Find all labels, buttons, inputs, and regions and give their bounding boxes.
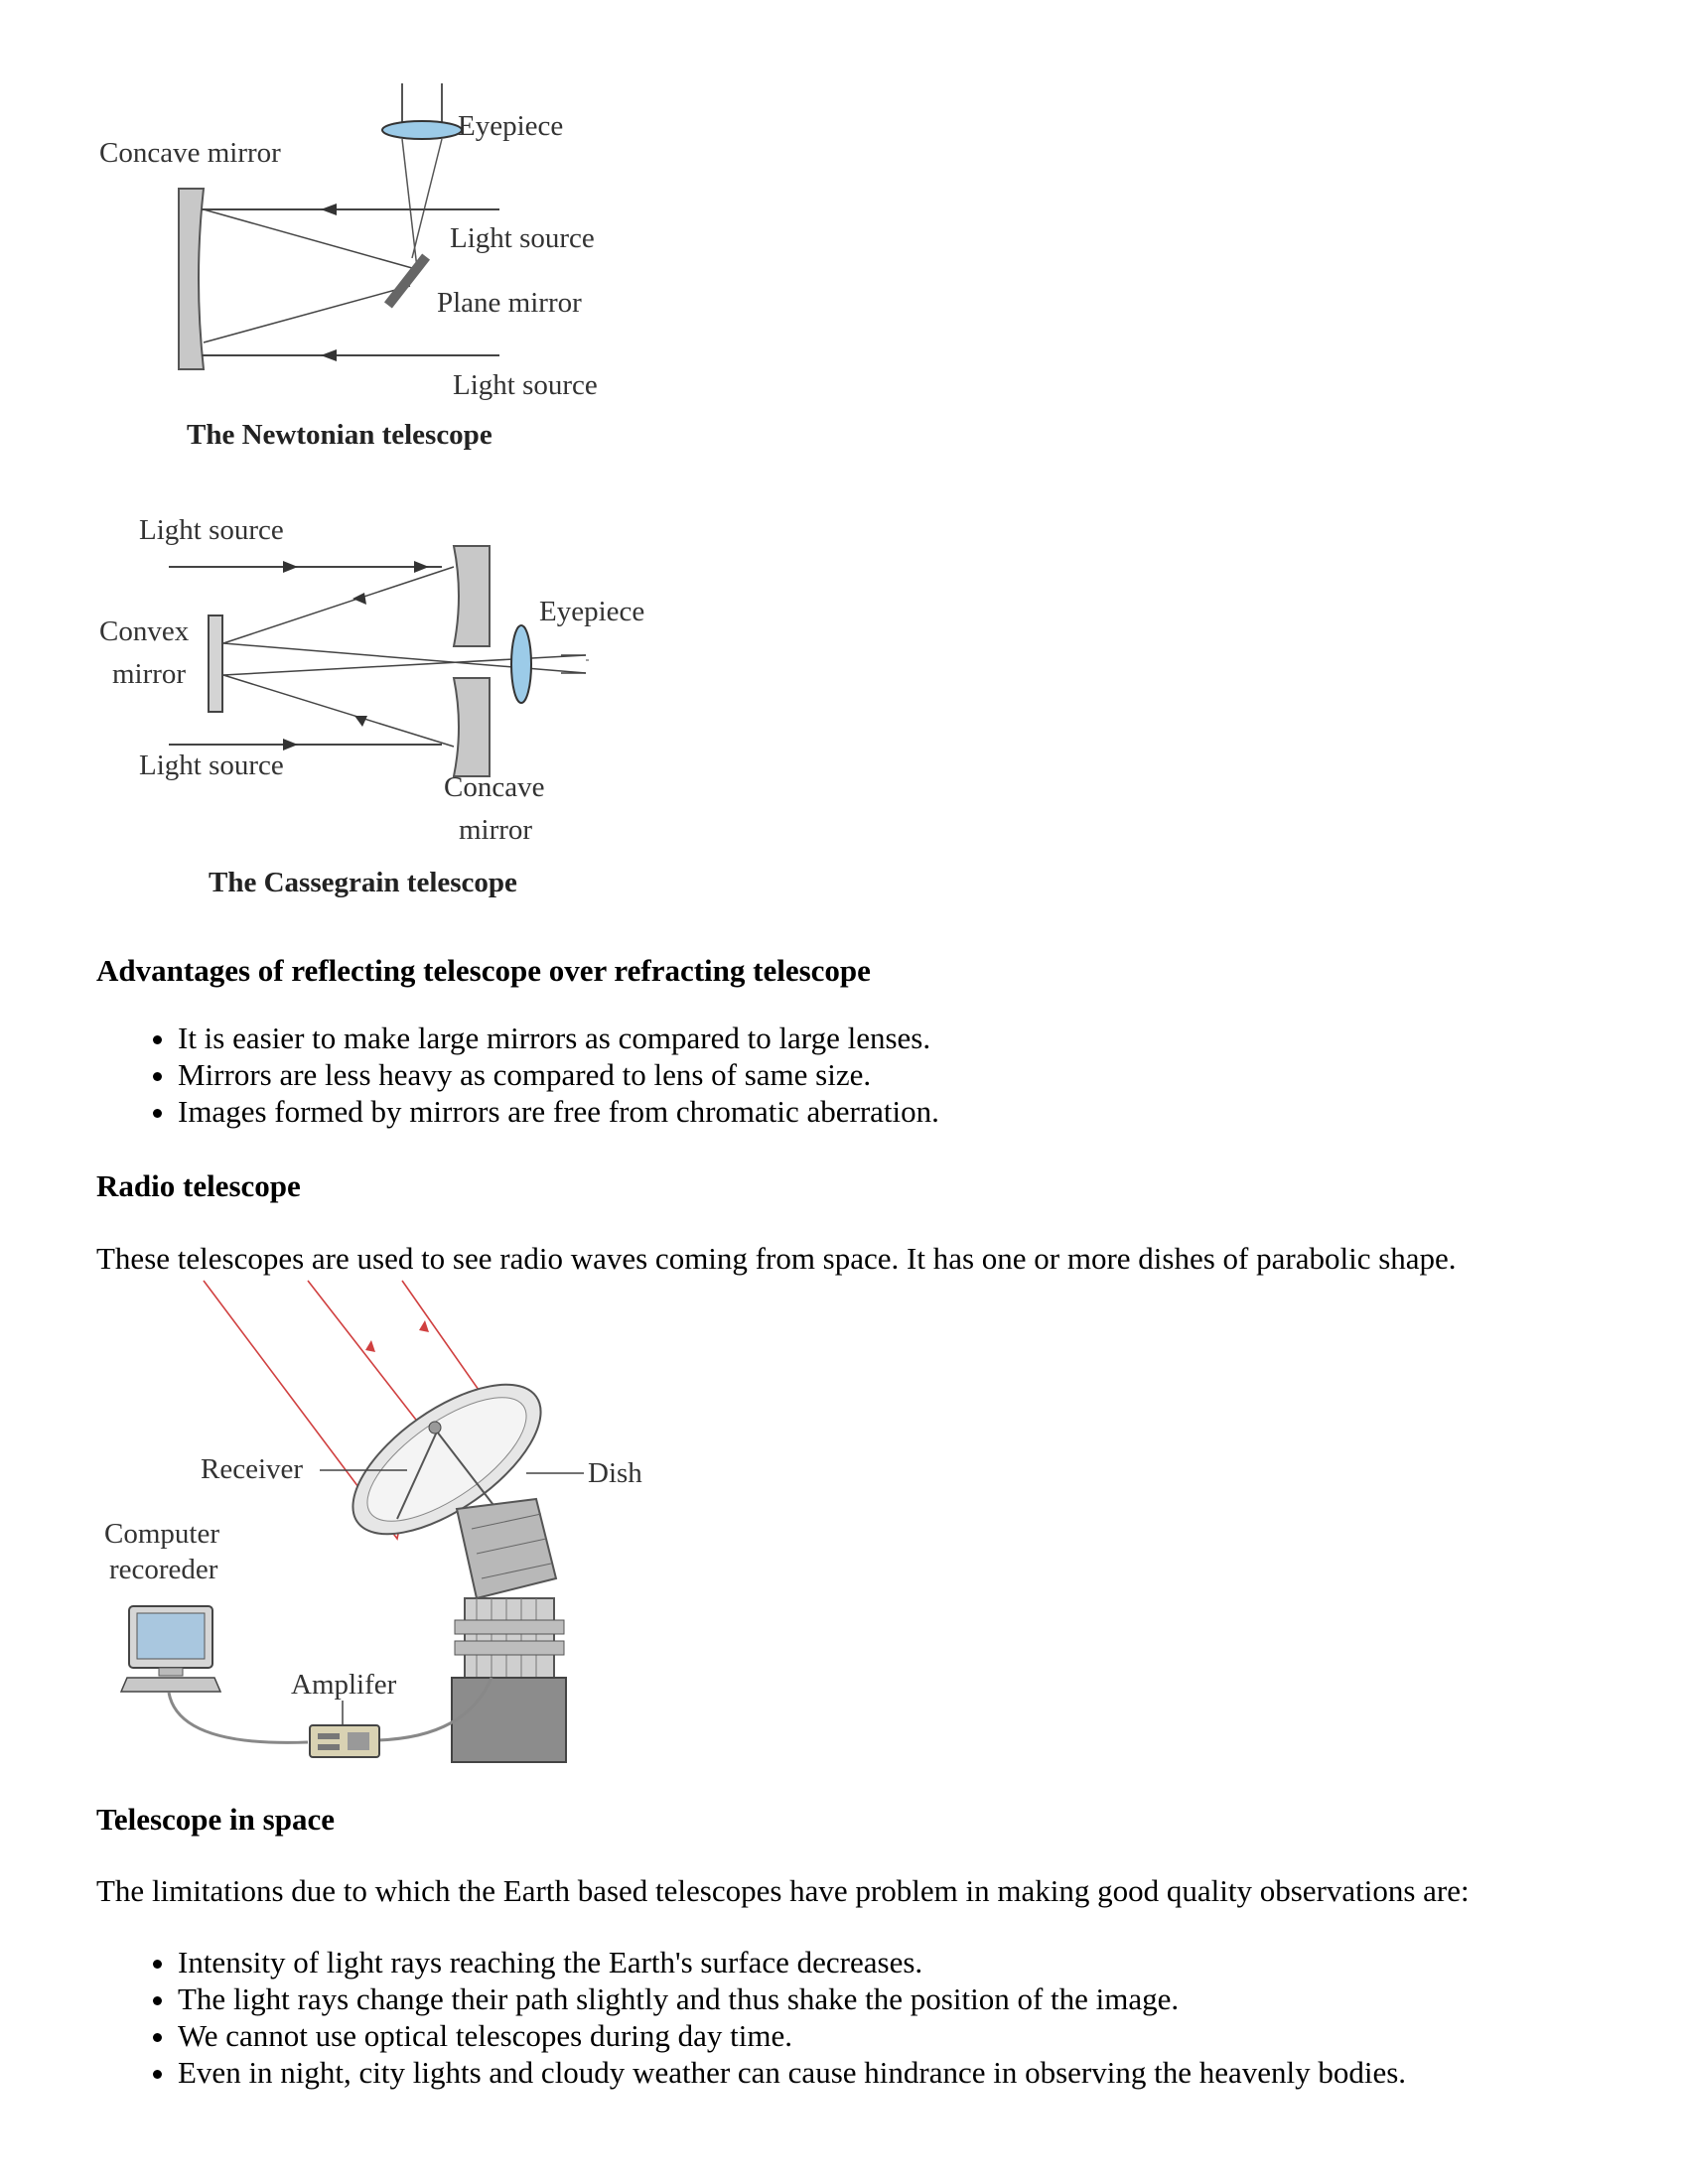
- convex-mirror-shape: [209, 615, 222, 712]
- tower-shape: [465, 1598, 554, 1678]
- newtonian-telescope-figure: [94, 79, 631, 457]
- advantages-list: [96, 1020, 939, 1130]
- space-list: [96, 1944, 1406, 2091]
- cassegrain-convex-mirror-label: mirror: [112, 658, 187, 690]
- dish-label: Dish: [588, 1457, 642, 1489]
- newtonian-light-source-top-label: Light source: [450, 222, 595, 254]
- recorder-label: recoreder: [109, 1554, 218, 1585]
- advantages-heading: Advantages of reflecting telescope over refracting telescope: [96, 953, 871, 988]
- newtonian-eyepiece-label: Eyepiece: [458, 110, 564, 142]
- base-shape: [452, 1678, 566, 1762]
- list-item: • The light rays change their path slightly and thus shake the position of the image.: [178, 1980, 1406, 2017]
- cassegrain-diagram: [94, 516, 690, 913]
- newtonian-light-source-bottom-label: Light source: [453, 369, 598, 401]
- newtonian-caption: The Newtonian telescope: [187, 419, 492, 451]
- eyepiece-lens: [382, 121, 462, 139]
- list-item: • Intensity of light rays reaching the Earth's surface decreases.: [178, 1944, 1406, 1980]
- concave-mirror-lower: [454, 678, 490, 776]
- radio-heading: Radio telescope: [96, 1168, 301, 1203]
- list-item: • We cannot use optical telescopes during day time.: [178, 2017, 1406, 2054]
- receiver-label: Receiver: [201, 1453, 304, 1485]
- space-heading: Telescope in space: [96, 1802, 335, 1837]
- cassegrain-concave-mirror-label: mirror: [459, 814, 533, 846]
- newtonian-concave-mirror-label: Concave mirror: [99, 137, 281, 169]
- cassegrain-caption: The Cassegrain telescope: [209, 867, 517, 898]
- keyboard-icon: [121, 1678, 220, 1692]
- list-item: • It is easier to make large mirrors as compared to large lenses.: [178, 1020, 939, 1056]
- cassegrain-concave-label: Concave: [444, 771, 545, 803]
- cassegrain-convex-label: Convex: [99, 615, 190, 647]
- list-item: • Even in night, city lights and cloudy weather can cause hindrance in observing the heavenly bodies.: [178, 2054, 1406, 2091]
- list-item: • Images formed by mirrors are free from chromatic aberration.: [178, 1093, 939, 1130]
- radio-telescope-diagram: [99, 1281, 695, 1777]
- space-description: The limitations due to which the Earth based telescopes have problem in making good quality observations are:: [96, 1873, 1470, 1908]
- newtonian-diagram: [94, 79, 631, 457]
- concave-mirror-shape: [179, 189, 204, 369]
- concave-mirror-upper: [454, 546, 490, 646]
- amplifier-label: Amplifer: [291, 1669, 397, 1701]
- list-item: • Mirrors are less heavy as compared to lens of same size.: [178, 1056, 939, 1093]
- radio-description: These telescopes are used to see radio waves coming from space. It has one or more dishes of parabolic shape.: [96, 1241, 1457, 1276]
- cassegrain-telescope-figure: [94, 516, 690, 913]
- computer-label: Computer: [104, 1518, 219, 1550]
- newtonian-plane-mirror-label: Plane mirror: [437, 287, 582, 319]
- cassegrain-light-source-bottom-label: Light source: [139, 750, 284, 781]
- radio-telescope-figure: [99, 1281, 695, 1777]
- cassegrain-eyepiece-label: Eyepiece: [539, 596, 645, 627]
- cassegrain-light-source-top-label: Light source: [139, 514, 284, 546]
- cassegrain-eyepiece-lens: [511, 625, 531, 703]
